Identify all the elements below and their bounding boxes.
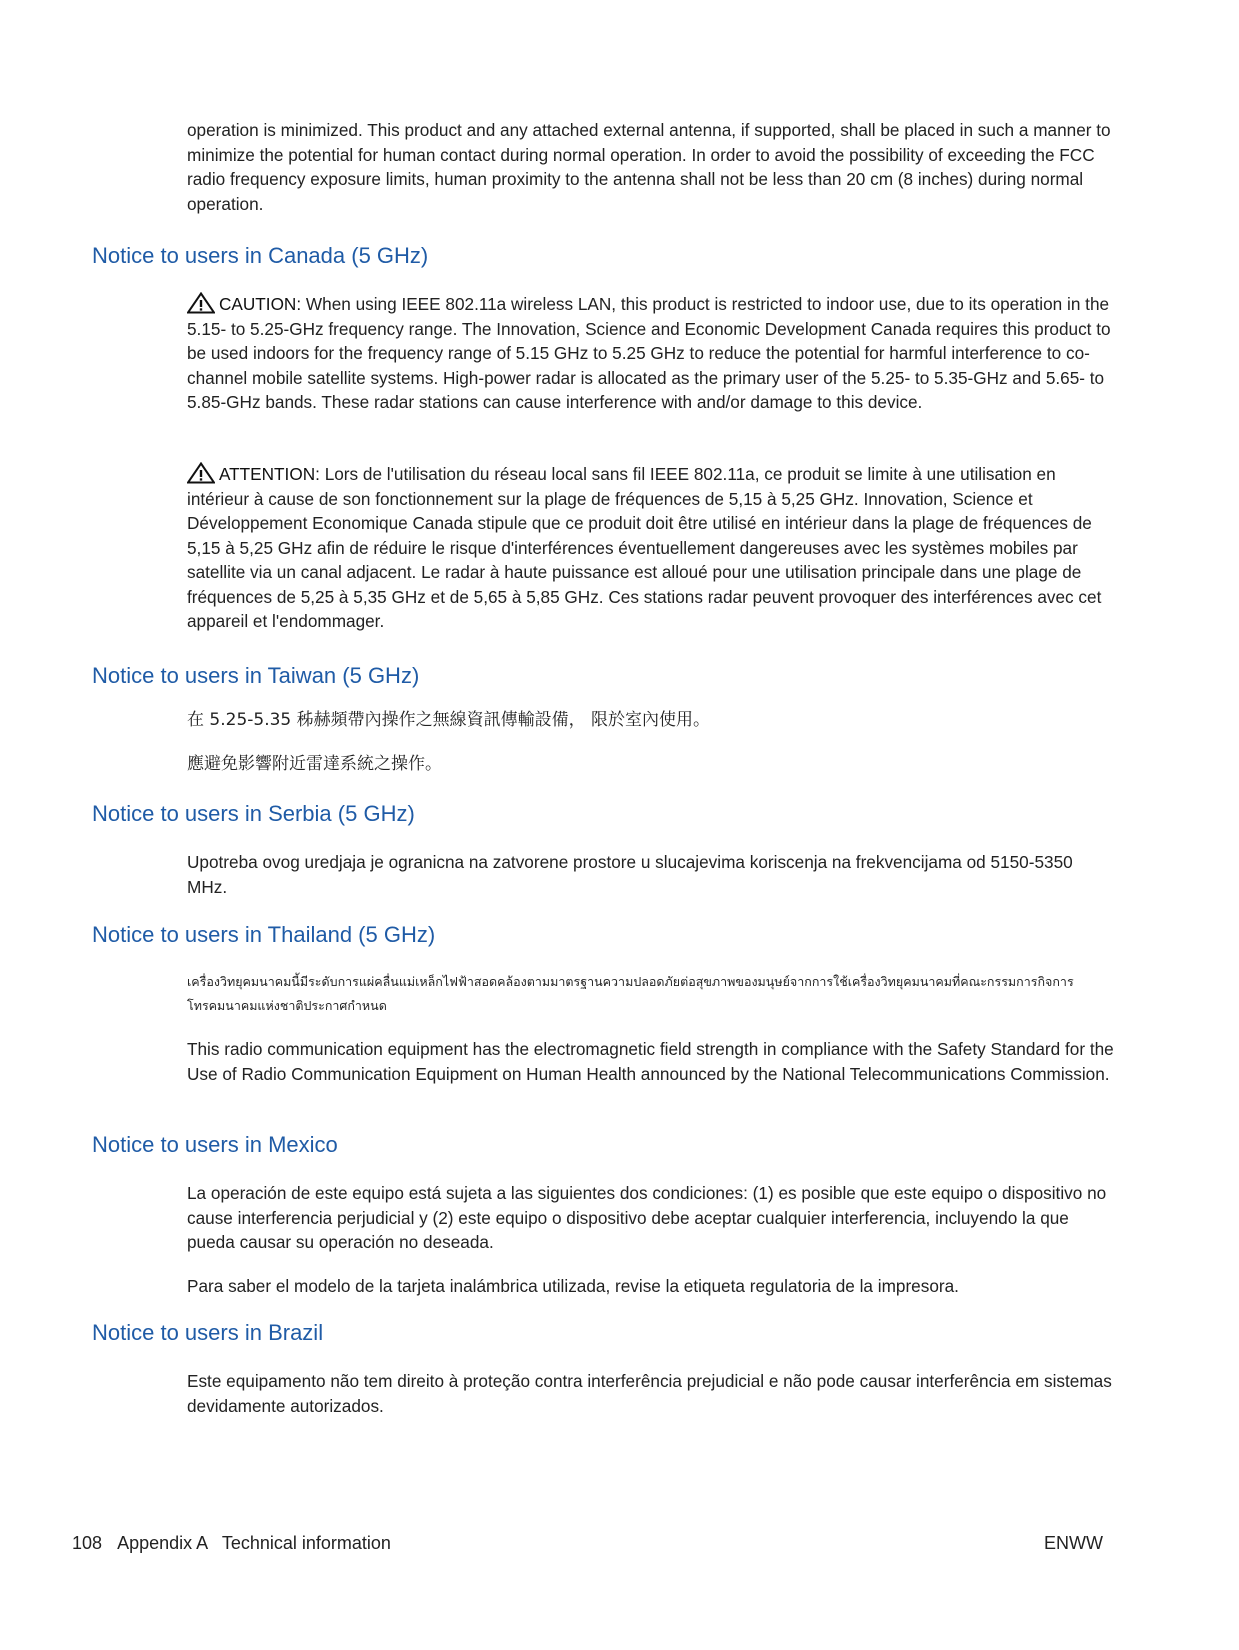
caution-label: CAUTION:: [219, 294, 302, 314]
thailand-thai-paragraph: เครื่องวิทยุคมนาคมนี้มีระดับการแผ่คลื่นแม่เหล็กไฟฟ้าสอดคล้องตามมาตรฐานความปลอดภัยต่อสุขภาพของมนุษย์จากการใช้เครื่องวิทยุคมนาคมที่คณะกรรมการกิจการโทรคมนาคมแห่งชาติประกาศกำหนด: [187, 974, 1074, 1013]
canada-caution-note: [187, 292, 1117, 415]
mexico-heading: Notice to users in Mexico: [92, 1132, 338, 1157]
caution-text: When using IEEE 802.11a wireless LAN, this product is restricted to indoor use, due to its operation in the 5.15- to 5.25-GHz frequency range. The Innovation, Science and Economic Development Canada requires this product to be used indoors for the frequency range of 5.15 GHz to 5.25 GHz to reduce the potential for harmful interference to co-channel mobile satellite systems. High-power radar is allocated as the primary user of the 5.25- to 5.35-GHz and 5.65- to 5.85-GHz bands. These radar stations can cause interference with and/or damage to this device.: [187, 294, 1111, 412]
mexico-paragraph-2: Para saber el modelo de la tarjeta inalámbrica utilizada, revise la etiqueta regulatoria de la impresora.: [187, 1276, 959, 1296]
warning-triangle-icon: [187, 292, 215, 314]
taiwan-heading: Notice to users in Taiwan (5 GHz): [92, 663, 420, 688]
brazil-paragraph: Este equipamento não tem direito à proteção contra interferência prejudicial e não pode causar interferência em sistemas devidamente autorizados.: [187, 1371, 1112, 1416]
canada-attention-note: [187, 462, 1117, 634]
taiwan-line-1: 在 5.25-5.35 秭赫頻帶內操作之無線資訊傳輸設備， 限於室內使用。: [187, 710, 711, 730]
attention-text: Lors de l'utilisation du réseau local sans fil IEEE 802.11a, ce produit se limite à une utilisation en intérieur à cause de son fonctionnement sur la plage de fréquences de 5,15 à 5,25 GHz. Innovation, Science et Développement Economique Canada stipule que ce produit doit être utilisé en intérieur dans la plage de fréquences de 5,15 à 5,25 GHz afin de réduire le risque d'interférences éventuellement dangereuses avec les systèmes mobiles par satellite via un canal adjacent. Le radar à haute puissance est alloué pour une utilisation principale dans une plage de fréquences de 5,25 à 5,35 GHz et de 5,65 à 5,85 GHz. Ces stations radar peuvent provoquer des interférences avec cet appareil et l'endommager.: [187, 464, 1102, 631]
warning-triangle-icon: [187, 462, 215, 484]
canada-heading: Notice to users in Canada (5 GHz): [92, 243, 429, 268]
thailand-english-paragraph: This radio communication equipment has the electromagnetic field strength in compliance with the Safety Standard for the Use of Radio Communication Equipment on Human Health announced by the National Telecommunications Commission.: [187, 1039, 1114, 1084]
mexico-paragraph-1: La operación de este equipo está sujeta a las siguientes dos condiciones: (1) es posible que este equipo o dispositivo no cause interferencia perjudicial y (2) este equipo o dispositivo debe aceptar cualquier interferencia, incluyendo la que pueda causar su operación no deseada.: [187, 1183, 1107, 1252]
footer-code: ENWW: [1044, 1533, 1103, 1553]
thailand-heading: Notice to users in Thailand (5 GHz): [92, 922, 436, 947]
brazil-heading: Notice to users in Brazil: [92, 1320, 324, 1345]
serbia-paragraph: Upotreba ovog uredjaja je ogranicna na zatvorene prostore u slucajevima koriscenja na frekvencijama od 5150-5350 MHz.: [187, 852, 1073, 897]
intro-paragraph: operation is minimized. This product and any attached external antenna, if supported, shall be placed in such a manner to minimize the potential for human contact during normal operation. In order to avoid the possibility of exceeding the FCC radio frequency exposure limits, human proximity to the antenna shall not be less than 20 cm (8 inches) during normal operation.: [187, 120, 1111, 214]
taiwan-line-2: 應避免影響附近雷達系統之操作。: [187, 754, 442, 774]
attention-label: ATTENTION:: [219, 464, 320, 484]
serbia-heading: Notice to users in Serbia (5 GHz): [92, 801, 415, 826]
page-footer-left: [72, 1533, 391, 1554]
page-number: 108: [72, 1533, 103, 1553]
footer-section: Appendix A Technical information: [117, 1533, 391, 1553]
